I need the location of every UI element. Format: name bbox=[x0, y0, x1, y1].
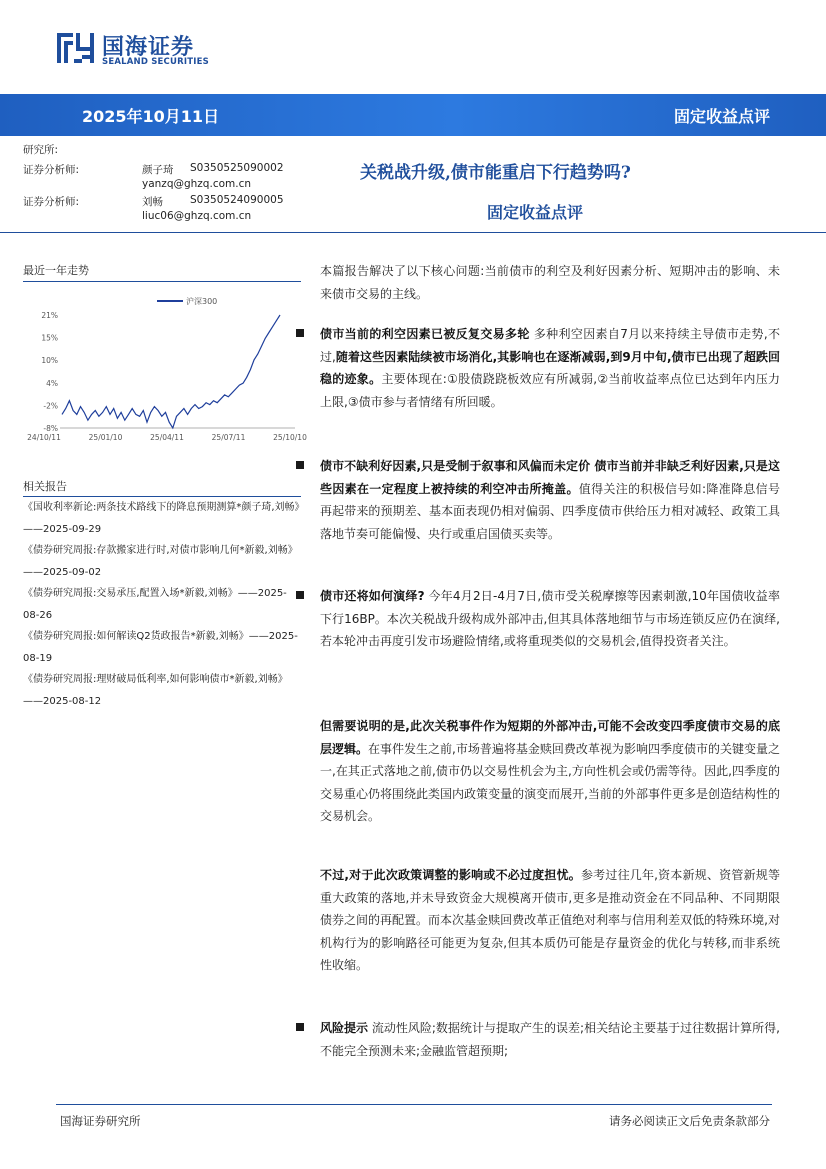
footer-divider bbox=[56, 1104, 772, 1105]
footer-left: 国海证券研究所 bbox=[60, 1114, 141, 1128]
analyst-role: 证券分析师: bbox=[23, 164, 80, 176]
section-paragraph bbox=[320, 455, 780, 545]
trend-heading: 最近一年走势 bbox=[23, 264, 89, 277]
section-text: 今年4月2日-4月7日,债市受关税摩擦等因素刺激,10年国债收益率下行16BP。本次关税战升级构成外部冲击,但其具体落地细节与市场连锁反应仍在演绎,若本轮冲击再度引发市场避险情绪,或将重现类似的交易机会,值得投资者关注。 bbox=[320, 589, 780, 648]
analyst-name: 刘畅 bbox=[142, 196, 163, 208]
header-divider bbox=[0, 232, 826, 233]
section-paragraph bbox=[320, 323, 780, 413]
trend-divider bbox=[23, 281, 301, 282]
y-tick-label: 15% bbox=[41, 333, 58, 343]
related-report-item[interactable]: 《债券研究周报:如何解读Q2货政报告*新毅,刘畅》——2025-08-19 bbox=[23, 631, 298, 664]
y-tick-label: 21% bbox=[41, 311, 58, 320]
legend-label: 沪深300 bbox=[186, 297, 218, 306]
x-tick-label: 24/10/11 bbox=[27, 433, 61, 442]
paragraph-text: 参考过往几年,资本新规、资管新规等重大政策的落地,并未导致资金大规模离开债市,更多是推动资金在不同品种、不同期限债券之间的再配置。而本次基金赎回费改革正值绝对利率与信用利差双低的特殊环境,对机构行为的影响路径可能更为复杂,但其本质仍可能是存量资金的优化与转移,而非系统性收缩。 bbox=[320, 868, 780, 972]
section-paragraph bbox=[320, 585, 780, 653]
section-lead: 债市当前的利空因素已被反复交易多轮 bbox=[320, 327, 530, 341]
y-tick-label: 4% bbox=[46, 378, 58, 388]
bullet-icon bbox=[296, 461, 304, 469]
related-report-item[interactable]: 《债券研究周报:理财破局低利率,如何影响债市*新毅,刘畅》——2025-08-12 bbox=[23, 674, 288, 707]
paragraph-emphasis: 不过,对于此次政策调整的影响或不必过度担忧。 bbox=[320, 868, 581, 882]
bullet-icon bbox=[296, 1023, 304, 1031]
sealand-logo-icon bbox=[56, 29, 96, 69]
risk-paragraph bbox=[320, 1017, 780, 1062]
paragraph-emphasis: 但需要说明的是,此次关税事件作为短期的外部冲击,可能不会改变四季度债市交易的底层逻辑。 bbox=[320, 719, 780, 756]
section-text: 主要体现在:①股债跷跷板效应有所减弱,②当前收益率点位已达到年内压力上限,③债市参与者情绪有所回暖。 bbox=[320, 372, 780, 409]
related-report-item[interactable]: 《债券研究周报:交易承压,配置入场*新毅,刘畅》——2025-08-26 bbox=[23, 588, 287, 621]
x-tick-label: 25/10/10 bbox=[273, 433, 307, 442]
y-tick-label: -2% bbox=[43, 401, 58, 411]
risk-lead: 风险提示 bbox=[320, 1021, 369, 1035]
brand-name-en: SEALAND SECURITIES bbox=[102, 57, 209, 67]
risk-text: 流动性风险;数据统计与提取产生的误差;相关结论主要基于过往数据计算所得,不能完全预测未来;金融监管超预期; bbox=[320, 1021, 780, 1058]
y-tick-label: -8% bbox=[43, 424, 58, 433]
body-paragraph bbox=[320, 864, 780, 977]
x-tick-label: 25/04/11 bbox=[150, 433, 184, 442]
bullet-icon bbox=[296, 329, 304, 337]
related-reports-list bbox=[23, 497, 301, 712]
report-date: 2025年10月11日 bbox=[82, 107, 220, 126]
report-title: 关税战升级,债市能重启下行趋势吗? bbox=[360, 163, 631, 183]
series-line-hs300 bbox=[62, 315, 280, 428]
analyst-cert: S0350524090005 bbox=[190, 194, 284, 206]
section-lead: 债市不缺利好因素,只是受制于叙事和风偏而未定价 bbox=[320, 459, 591, 473]
section-emphasis: 随着这些因素陆续被市场消化,其影响也在逐渐减弱,到9月中旬,债市已出现了超跌回稳的迹象。 bbox=[320, 349, 780, 386]
x-tick-label: 25/07/11 bbox=[211, 433, 246, 442]
analyst-email[interactable]: liuc06@ghzq.com.cn bbox=[142, 210, 252, 222]
analyst-role: 证券分析师: bbox=[23, 196, 80, 208]
related-report-item[interactable]: 《债券研究周报:存款搬家进行时,对债市影响几何*新毅,刘畅》——2025-09-02 bbox=[23, 545, 298, 578]
bullet-icon bbox=[296, 591, 304, 599]
brand-name-cn: 国海证券 bbox=[102, 35, 195, 60]
related-report-item[interactable]: 《国收利率新论:两条技术路线下的降息预期测算*颜子琦,刘畅》——2025-09-29 bbox=[23, 502, 300, 535]
body-paragraph bbox=[320, 715, 780, 828]
intro-paragraph: 本篇报告解决了以下核心问题:当前债市的利空及利好因素分析、短期冲击的影响、未来债市交易的主线。 bbox=[320, 264, 780, 301]
section-text: 值得关注的积极信号如:降准降息信号再起带来的预期差、基本面表现仍相对偏弱、四季度债市供给压力相对减轻、政策工具落地节奏可能偏慢、央行或重启国债买卖等。 bbox=[320, 481, 780, 541]
footer-right: 请务必阅读正文后免责条款部分 bbox=[609, 1114, 770, 1128]
x-tick-label: 25/01/10 bbox=[88, 433, 123, 442]
section-text: 多种利空因素自7月以来持续主导债市走势,不过, bbox=[320, 327, 780, 364]
report-subtitle: 固定收益点评 bbox=[487, 203, 584, 222]
paragraph-text: 在事件发生之前,市场普遍将基金赎回费改革视为影响四季度债市的关键变量之一,在其正式落地之前,债市仍以交易性机会为主,方向性机会或仍需等待。因此,四季度的交易重心仍将围绕此类国内政策变量的演变而展开,当前的外部事件更多是创造结构性的交易机会。 bbox=[320, 741, 780, 823]
y-tick-label: 10% bbox=[41, 356, 58, 366]
related-heading: 相关报告 bbox=[23, 480, 67, 493]
analyst-name: 颜子琦 bbox=[142, 164, 174, 176]
section-emphasis: 债市当前并非缺乏利好因素,只是这些因素在一定程度上被持续的利空冲击所掩盖。 bbox=[320, 459, 780, 496]
analyst-email[interactable]: yanzq@ghzq.com.cn bbox=[142, 178, 252, 190]
analyst-cert: S0350525090002 bbox=[190, 162, 284, 174]
research-dept-label: 研究所: bbox=[23, 144, 59, 156]
report-category: 固定收益点评 bbox=[673, 107, 770, 126]
section-lead: 债市还将如何演绎? bbox=[320, 589, 425, 603]
trend-chart bbox=[20, 290, 307, 450]
